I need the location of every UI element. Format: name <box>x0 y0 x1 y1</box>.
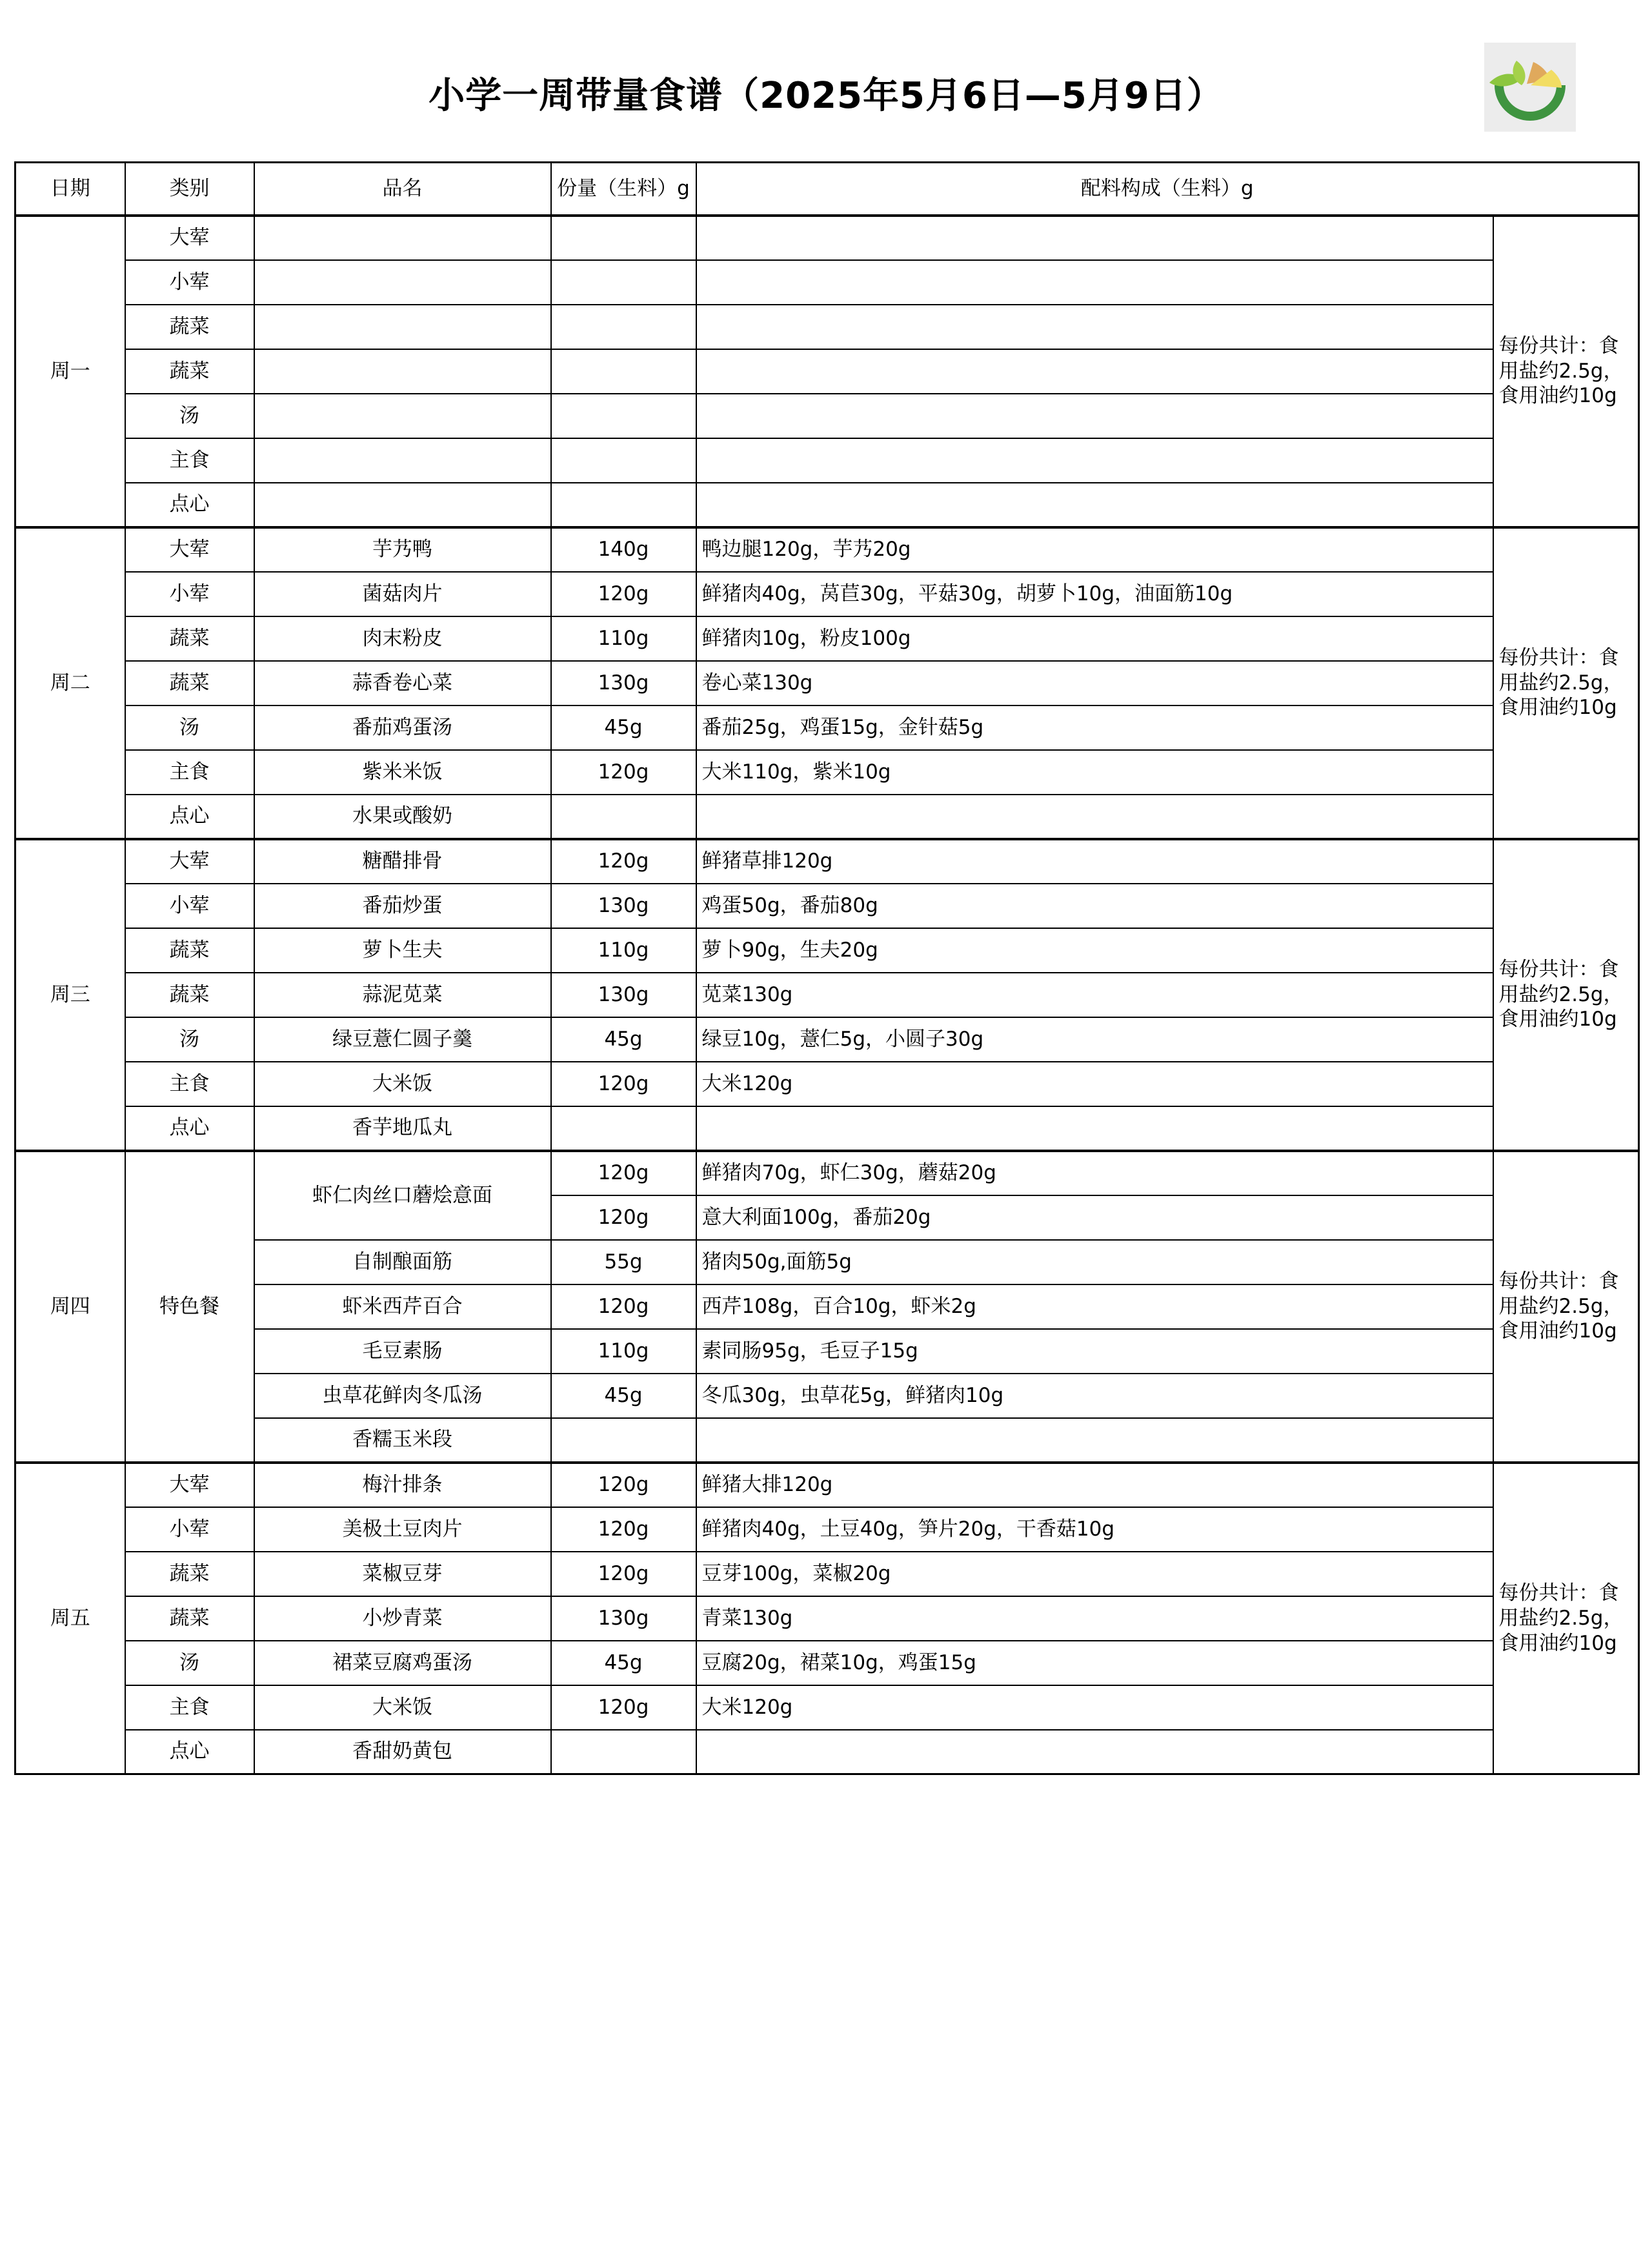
category-cell: 小荤 <box>125 1507 254 1552</box>
category-cell: 汤 <box>125 1641 254 1685</box>
dish-name-cell: 香芋地瓜丸 <box>254 1106 551 1151</box>
table-row <box>15 438 1639 483</box>
portion-cell: 120g <box>551 572 696 616</box>
ingredients-cell: 西芹108g，百合10g，虾米2g <box>696 1284 1493 1329</box>
category-cell: 大荤 <box>125 527 254 572</box>
table-row <box>15 1329 1639 1374</box>
ingredients-cell <box>696 1730 1493 1774</box>
table-row <box>15 1552 1639 1596</box>
portion-cell: 120g <box>551 1463 696 1507</box>
table-row <box>15 1374 1639 1418</box>
day-label-4: 周四 <box>15 1151 125 1463</box>
portion-cell: 110g <box>551 1329 696 1374</box>
dish-name-cell: 虫草花鲜肉冬瓜汤 <box>254 1374 551 1418</box>
dish-name-cell: 芋艿鸭 <box>254 527 551 572</box>
column-header-dish: 品名 <box>254 163 551 216</box>
table-row <box>15 305 1639 349</box>
table-row <box>15 1463 1639 1507</box>
portion-cell <box>551 1106 696 1151</box>
ingredients-cell <box>696 305 1493 349</box>
dish-name-cell: 糖醋排骨 <box>254 839 551 884</box>
ingredients-cell: 番茄25g，鸡蛋15g，金针菇5g <box>696 705 1493 750</box>
portion-cell: 45g <box>551 1017 696 1062</box>
dish-name-cell: 大米饭 <box>254 1685 551 1730</box>
table-row <box>15 349 1639 394</box>
portion-cell: 120g <box>551 1062 696 1106</box>
menu-table-body <box>15 216 1639 1774</box>
ingredients-cell: 苋菜130g <box>696 973 1493 1017</box>
category-cell: 小荤 <box>125 884 254 928</box>
portion-cell <box>551 1418 696 1463</box>
portion-cell: 130g <box>551 884 696 928</box>
dish-name-cell: 毛豆素肠 <box>254 1329 551 1374</box>
category-cell: 汤 <box>125 1017 254 1062</box>
ingredients-cell <box>696 349 1493 394</box>
portion-cell: 45g <box>551 1374 696 1418</box>
daily-salt-oil-note: 每份共计：食用盐约2.5g，食用油约10g <box>1493 1151 1639 1463</box>
table-row <box>15 1151 1639 1195</box>
category-cell: 小荤 <box>125 572 254 616</box>
table-row <box>15 260 1639 305</box>
ingredients-cell: 鸭边腿120g，芋艿20g <box>696 527 1493 572</box>
table-row <box>15 661 1639 705</box>
dish-name-cell: 紫米米饭 <box>254 750 551 795</box>
ingredients-cell <box>696 1418 1493 1463</box>
dish-name-cell: 萝卜生夫 <box>254 928 551 973</box>
portion-cell <box>551 260 696 305</box>
portion-cell: 45g <box>551 1641 696 1685</box>
ingredients-cell: 鲜猪草排120g <box>696 839 1493 884</box>
column-header-ingredients: 配料构成（生料）g <box>696 163 1639 216</box>
portion-cell: 120g <box>551 1685 696 1730</box>
portion-cell: 55g <box>551 1240 696 1284</box>
ingredients-cell: 鲜猪肉10g，粉皮100g <box>696 616 1493 661</box>
table-row <box>15 1017 1639 1062</box>
dish-name-cell: 裙菜豆腐鸡蛋汤 <box>254 1641 551 1685</box>
ingredients-cell: 鸡蛋50g，番茄80g <box>696 884 1493 928</box>
portion-cell <box>551 1730 696 1774</box>
ingredients-cell <box>696 260 1493 305</box>
category-cell: 主食 <box>125 1062 254 1106</box>
category-cell: 大荤 <box>125 1463 254 1507</box>
dish-name-cell: 梅汁排条 <box>254 1463 551 1507</box>
table-row <box>15 1284 1639 1329</box>
table-row <box>15 1240 1639 1284</box>
dish-name-cell: 肉末粉皮 <box>254 616 551 661</box>
category-cell: 主食 <box>125 438 254 483</box>
table-row <box>15 750 1639 795</box>
category-cell: 蔬菜 <box>125 973 254 1017</box>
category-cell: 蔬菜 <box>125 616 254 661</box>
dish-name-cell: 小炒青菜 <box>254 1596 551 1641</box>
category-cell: 主食 <box>125 750 254 795</box>
ingredients-cell: 豆芽100g，菜椒20g <box>696 1552 1493 1596</box>
category-cell: 蔬菜 <box>125 928 254 973</box>
portion-cell <box>551 795 696 839</box>
ingredients-cell: 大米120g <box>696 1062 1493 1106</box>
dish-name-cell: 番茄炒蛋 <box>254 884 551 928</box>
dish-name-cell: 香甜奶黄包 <box>254 1730 551 1774</box>
daily-salt-oil-note: 每份共计：食用盐约2.5g，食用油约10g <box>1493 527 1639 839</box>
ingredients-cell: 大米120g <box>696 1685 1493 1730</box>
portion-cell: 120g <box>551 1507 696 1552</box>
ingredients-cell <box>696 216 1493 260</box>
dish-name-cell: 绿豆薏仁圆子羹 <box>254 1017 551 1062</box>
column-header-date: 日期 <box>15 163 125 216</box>
category-cell: 大荤 <box>125 216 254 260</box>
table-row <box>15 705 1639 750</box>
table-row <box>15 572 1639 616</box>
table-row <box>15 1641 1639 1685</box>
dish-name-cell: 水果或酸奶 <box>254 795 551 839</box>
dish-name-cell: 菜椒豆芽 <box>254 1552 551 1596</box>
ingredients-cell: 卷心菜130g <box>696 661 1493 705</box>
table-row <box>15 1685 1639 1730</box>
category-cell: 蔬菜 <box>125 661 254 705</box>
category-cell: 蔬菜 <box>125 349 254 394</box>
ingredients-cell: 鲜猪大排120g <box>696 1463 1493 1507</box>
dish-name-cell <box>254 349 551 394</box>
day-label-3: 周三 <box>15 839 125 1151</box>
menu-table-wrapper <box>0 161 1652 1775</box>
portion-cell: 140g <box>551 527 696 572</box>
table-row <box>15 928 1639 973</box>
ingredients-cell: 意大利面100g，番茄20g <box>696 1195 1493 1240</box>
portion-cell: 130g <box>551 1596 696 1641</box>
ingredients-cell: 素同肠95g，毛豆子15g <box>696 1329 1493 1374</box>
portion-cell: 120g <box>551 1552 696 1596</box>
category-cell: 大荤 <box>125 839 254 884</box>
table-header-row <box>15 163 1639 216</box>
dish-name-cell: 美极土豆肉片 <box>254 1507 551 1552</box>
ingredients-cell <box>696 394 1493 438</box>
ingredients-cell <box>696 1106 1493 1151</box>
table-row <box>15 1730 1639 1774</box>
table-row <box>15 216 1639 260</box>
dish-name-cell: 番茄鸡蛋汤 <box>254 705 551 750</box>
category-cell: 汤 <box>125 705 254 750</box>
ingredients-cell: 冬瓜30g，虫草花5g，鲜猪肉10g <box>696 1374 1493 1418</box>
dish-name-cell <box>254 394 551 438</box>
category-cell: 蔬菜 <box>125 305 254 349</box>
dish-name-cell: 大米饭 <box>254 1062 551 1106</box>
weekly-menu-table <box>14 161 1640 1775</box>
portion-cell <box>551 305 696 349</box>
daily-salt-oil-note: 每份共计：食用盐约2.5g，食用油约10g <box>1493 1463 1639 1774</box>
dish-name-cell: 菌菇肉片 <box>254 572 551 616</box>
portion-cell: 45g <box>551 705 696 750</box>
dish-name-cell: 虾米西芹百合 <box>254 1284 551 1329</box>
portion-cell <box>551 438 696 483</box>
table-row <box>15 1507 1639 1552</box>
ingredients-cell: 绿豆10g，薏仁5g，小圆子30g <box>696 1017 1493 1062</box>
dish-name-cell <box>254 260 551 305</box>
portion-cell: 110g <box>551 928 696 973</box>
daily-salt-oil-note: 每份共计：食用盐约2.5g，食用油约10g <box>1493 216 1639 527</box>
dish-name-cell: 虾仁肉丝口蘑烩意面 <box>254 1151 551 1240</box>
table-row <box>15 795 1639 839</box>
table-row <box>15 1062 1639 1106</box>
ingredients-cell: 鲜猪肉70g，虾仁30g，蘑菇20g <box>696 1151 1493 1195</box>
portion-cell: 130g <box>551 661 696 705</box>
dish-name-cell <box>254 216 551 260</box>
portion-cell: 110g <box>551 616 696 661</box>
ingredients-cell: 大米110g，紫米10g <box>696 750 1493 795</box>
dish-name-cell: 香糯玉米段 <box>254 1418 551 1463</box>
portion-cell <box>551 216 696 260</box>
dish-name-cell <box>254 305 551 349</box>
category-cell: 汤 <box>125 394 254 438</box>
table-row <box>15 973 1639 1017</box>
dish-name-cell: 蒜香卷心菜 <box>254 661 551 705</box>
category-cell: 主食 <box>125 1685 254 1730</box>
table-row <box>15 483 1639 527</box>
ingredients-cell: 猪肉50g,面筋5g <box>696 1240 1493 1284</box>
table-row <box>15 1106 1639 1151</box>
page-header <box>0 0 1652 161</box>
page-title: 小学一周带量食谱（2025年5月6日—5月9日） <box>428 75 1224 117</box>
table-row <box>15 1418 1639 1463</box>
portion-cell: 120g <box>551 1151 696 1195</box>
ingredients-cell: 鲜猪肉40g，莴苣30g，平菇30g，胡萝卜10g，油面筋10g <box>696 572 1493 616</box>
portion-cell: 130g <box>551 973 696 1017</box>
dish-name-cell: 自制酿面筋 <box>254 1240 551 1284</box>
ingredients-cell <box>696 438 1493 483</box>
category-cell: 点心 <box>125 795 254 839</box>
portion-cell: 120g <box>551 1195 696 1240</box>
portion-cell <box>551 483 696 527</box>
column-header-category: 类别 <box>125 163 254 216</box>
dish-name-cell <box>254 438 551 483</box>
daily-salt-oil-note: 每份共计：食用盐约2.5g，食用油约10g <box>1493 839 1639 1151</box>
category-cell: 点心 <box>125 483 254 527</box>
school-catering-logo <box>1484 43 1576 132</box>
portion-cell: 120g <box>551 839 696 884</box>
table-row <box>15 616 1639 661</box>
portion-cell: 120g <box>551 750 696 795</box>
day-label-5: 周五 <box>15 1463 125 1774</box>
category-cell: 特色餐 <box>125 1151 254 1463</box>
logo-icon <box>1484 43 1576 132</box>
table-row <box>15 884 1639 928</box>
category-cell: 点心 <box>125 1730 254 1774</box>
ingredients-cell: 鲜猪肉40g，土豆40g，笋片20g，干香菇10g <box>696 1507 1493 1552</box>
category-cell: 蔬菜 <box>125 1552 254 1596</box>
day-label-1: 周一 <box>15 216 125 527</box>
portion-cell <box>551 349 696 394</box>
ingredients-cell <box>696 795 1493 839</box>
ingredients-cell: 豆腐20g，裙菜10g，鸡蛋15g <box>696 1641 1493 1685</box>
table-row <box>15 527 1639 572</box>
ingredients-cell <box>696 483 1493 527</box>
day-label-2: 周二 <box>15 527 125 839</box>
ingredients-cell: 萝卜90g，生夫20g <box>696 928 1493 973</box>
portion-cell <box>551 394 696 438</box>
table-row <box>15 394 1639 438</box>
category-cell: 点心 <box>125 1106 254 1151</box>
portion-cell: 120g <box>551 1284 696 1329</box>
category-cell: 蔬菜 <box>125 1596 254 1641</box>
dish-name-cell <box>254 483 551 527</box>
table-row <box>15 1596 1639 1641</box>
category-cell: 小荤 <box>125 260 254 305</box>
column-header-portion: 份量（生料）g <box>551 163 696 216</box>
table-row <box>15 839 1639 884</box>
ingredients-cell: 青菜130g <box>696 1596 1493 1641</box>
dish-name-cell: 蒜泥苋菜 <box>254 973 551 1017</box>
